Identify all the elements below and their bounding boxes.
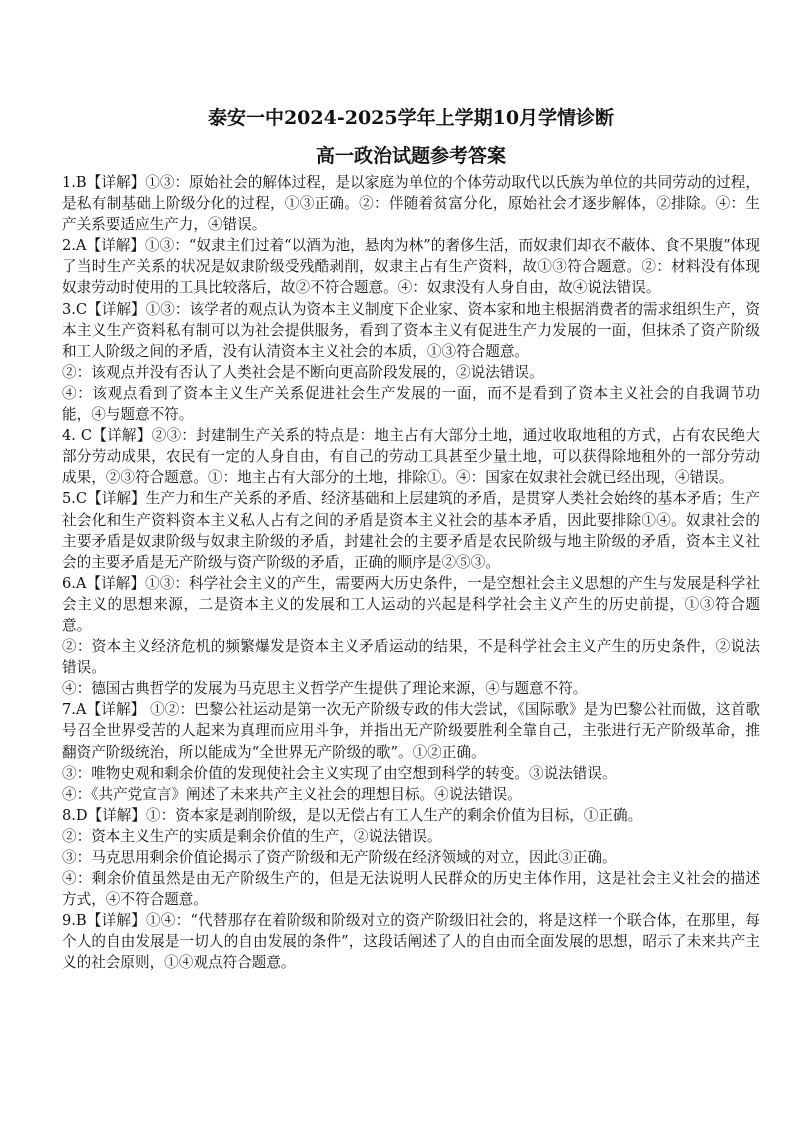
answer-paragraph: 6.A【详解】①③：科学社会主义的产生，需要两大历史条件，一是空想社会主义思想的产生与发展是科学社会主义的思想来源，二是资本主义的发展和工人运动的兴起是科学社会主义产生的历史前提，①③符合题意。 (62, 574, 760, 634)
document-title: 泰安一中2024-2025学年上学期10月学情诊断 (207, 107, 615, 129)
answer-paragraph: ②：资本主义生产的实质是剩余价值的生产，②说法错误。 (62, 827, 442, 845)
answer-paragraph: ④：剩余价值虽然是由无产阶级生产的，但是无法说明人民群众的历史主体作用，这是社会主义社会的描述方式，④不符合题意。 (62, 870, 760, 909)
answer-paragraph: 9.B【详解】①④：“代替那存在着阶级和阶级对立的资产阶级旧社会的，将是这样一个联合体，在那里，每个人的自由发展是一切人的自由发展的条件”，这段话阐述了人的自由而全面发展的思想，昭示了未来共产主义的社会原则，①④观点符合题意。 (62, 912, 760, 972)
answer-paragraph: 3.C【详解】①③：该学者的观点认为资本主义制度下企业家、资本家和地主根据消费者的需求组织生产，资本主义生产资料私有制可以为社会提供服务，看到了资本主义有促进生产力发展的一面，但抹杀了资产阶级和工人阶级之间的矛盾，没有认清资本主义社会的本质，①③符合题意。 (62, 300, 760, 360)
answer-paragraph: 2.A【详解】①③：“奴隶主们过着“以酒为池，悬肉为林”的奢侈生活，而奴隶们却衣不蔽体、食不果腹”体现了当时生产关系的状况是奴隶阶级受残酷剥削，奴隶主占有生产资料，故①③符合题意。②：材料没有体现奴隶劳动时使用的工具比较落后，故②不符合题意。④：奴隶没有人身自由，故④说法错误。 (62, 237, 760, 297)
answer-paragraph: 4. C【详解】②③：封建制生产关系的特点是：地主占有大部分土地，通过收取地租的方式，占有农民绝大部分劳动成果，农民有一定的人身自由，有自己的劳动工具甚至少量土地，可以获得除地租外的一部分劳动成果，②③符合题意。①：地主占有大部分的土地，排除①。④：国家在奴隶社会就已经出现，④错误。 (62, 427, 760, 487)
answer-paragraph: ③：马克思用剩余价值论揭示了资产阶级和无产阶级在经济领域的对立，因此③正确。 (62, 849, 617, 866)
answer-paragraph: 1.B【详解】①③：原始社会的解体过程，是以家庭为单位的个体劳动取代以氏族为单位的共同劳动的过程，是私有制基础上阶级分化的过程，①③正确。②：伴随着贫富分化，原始社会才逐步解体，②排除。④：生产关系要适应生产力，④错误。 (62, 174, 760, 234)
answer-paragraph: 5.C【详解】生产力和生产关系的矛盾、经济基础和上层建筑的矛盾，是贯穿人类社会始终的基本矛盾；生产社会化和生产资料资本主义私人占有之间的矛盾是资本主义社会的基本矛盾，因此要排除①④。奴隶社会的主要矛盾是奴隶阶级与奴隶主阶级的矛盾，封建社会的主要矛盾是农民阶级与地主阶级的矛盾，资本主义社会的主要矛盾是无产阶级与资产阶级的矛盾，正确的顺序是②⑤③。 (62, 490, 760, 571)
answer-paragraph: ②：资本主义经济危机的频繁爆发是资本主义矛盾运动的结果，不是科学社会主义产生的历史条件，②说法错误。 (62, 638, 760, 677)
answer-paragraph: ④：德国古典哲学的发展为马克思主义哲学产生提供了理论来源，④与题意不符。 (62, 680, 588, 698)
answer-paragraph: ④：该观点看到了资本主义生产关系促进社会生产发展的一面，而不是看到了资本主义社会的自我调节功能，④与题意不符。 (62, 384, 760, 424)
answer-content (62, 172, 760, 974)
answer-paragraph: ②：该观点并没有否认了人类社会是不断向更高阶段发展的，②说法错误。 (62, 363, 544, 381)
answer-paragraph: ④：《共产党宣言》阐述了未来共产主义社会的理想目标。④说法错误。 (62, 785, 522, 803)
answer-paragraph: 7.A【详解】 ①②：巴黎公社运动是第一次无产阶级专政的伟大尝试，《国际歌》是为巴黎公社而做，这首歌号召全世界受苦的人起来为真理而应用斗争，并指出无产阶级要胜利全靠自己，主张进行无产阶级革命，推翻资产阶级统治，所以能成为“全世界无产阶级的歌”。①②正确。 (62, 701, 760, 761)
answer-paragraph: ③：唯物史观和剩余价值的发现使社会主义实现了由空想到科学的转变。③说法错误。 (62, 764, 617, 782)
document-subtitle: 高一政治试题参考答案 (315, 145, 506, 167)
answer-paragraph: 8.D【详解】①：资本家是剥削阶级，是以无偿占有工人生产的剩余价值为目标，①正确。 (62, 806, 643, 824)
